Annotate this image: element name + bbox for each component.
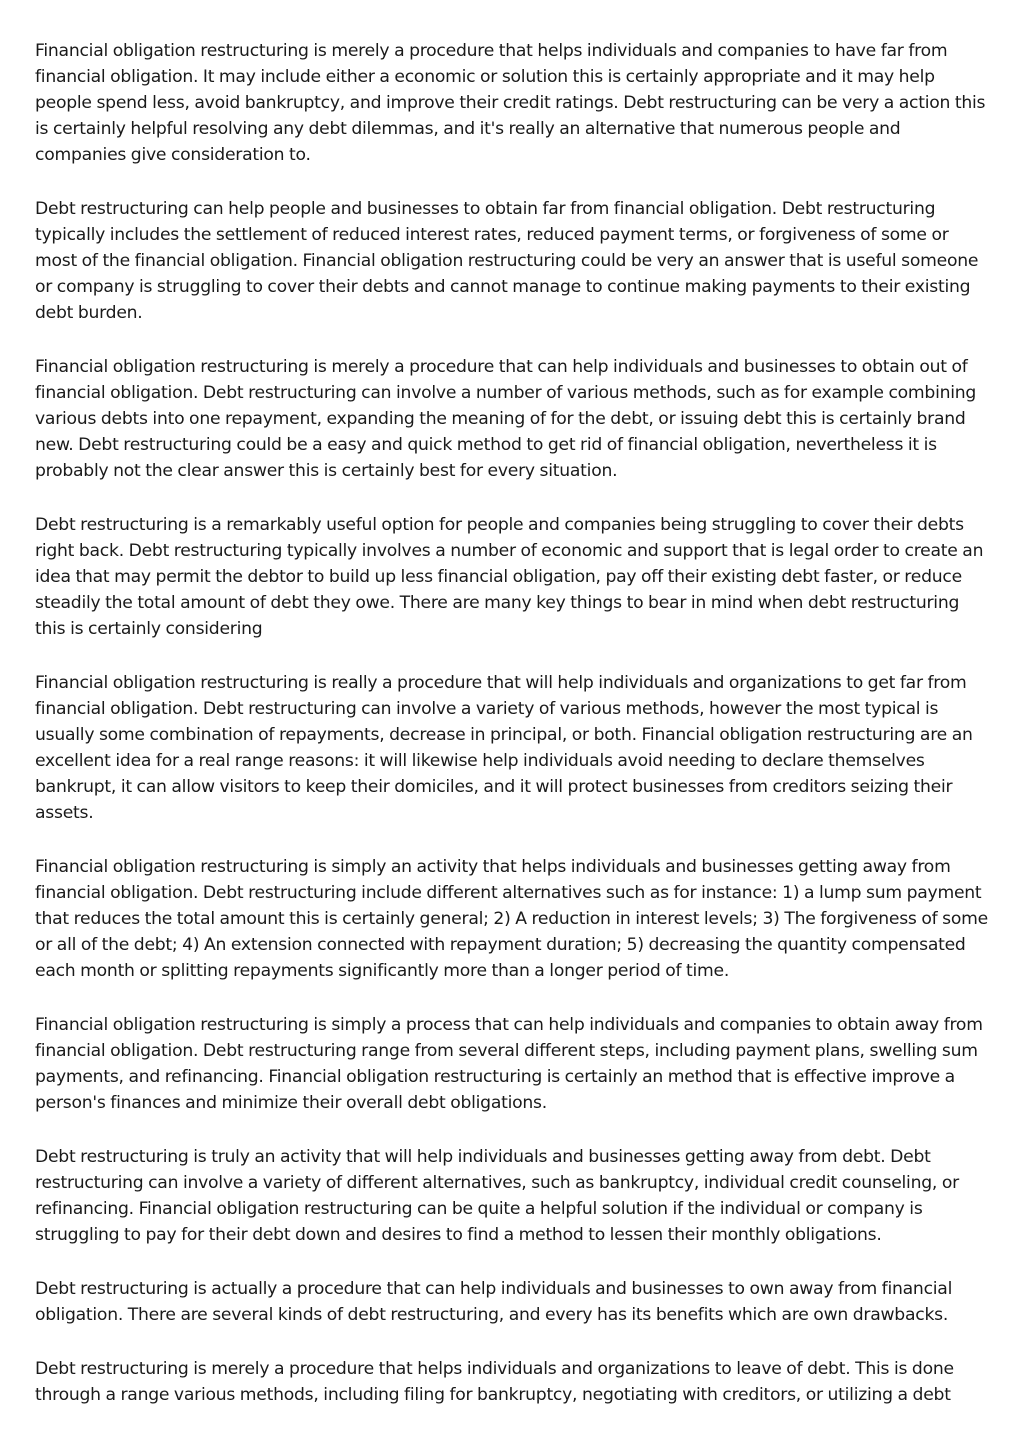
- paragraph-2: Debt restructuring can help people and businesses to obtain far from financial obligation. Debt restructuring typically includes the settlement of reduced interest rates, reduced payment terms, or forgiveness of some or most of the financial obligation. Financial obligation restructuring could be very an answer that is useful someone or company is struggling to cover their debts and cannot manage to continue making payments to their existing debt burden.: [35, 199, 979, 323]
- paragraph-1: Financial obligation restructuring is merely a procedure that helps individuals and companies to have far from financial obligation. It may include either a economic or solution this is certainly appropriate and it may help people spend less, avoid bankruptcy, and improve their credit ratings. Debt restructuring can be very a action this is certainly helpful resolving any debt dilemmas, and it's really an alternative that numerous people and companies give consideration to.: [35, 41, 986, 165]
- paragraph-9: Debt restructuring is actually a procedure that can help individuals and businesses to own away from financial obligation. There are several kinds of debt restructuring, and every has its benefits which are own drawbacks.: [35, 1279, 953, 1325]
- paragraph-6: Financial obligation restructuring is simply an activity that helps individuals and businesses getting away from financial obligation. Debt restructuring include different alternatives such as for instance: 1) a lump sum payment that reduces the total amount this is certainly general; 2) A reduction in interest levels; 3) The forgiveness of some or all of the debt; 4) An extension connected with repayment duration; 5) decreasing the quantity compensated each month or splitting repayments significantly more than a longer period of time.: [35, 857, 988, 981]
- paragraph-5: Financial obligation restructuring is really a procedure that will help individuals and organizations to get far from financial obligation. Debt restructuring can involve a variety of various methods, however the most typical is usually some combination of repayments, decrease in principal, or both. Financial obligation restructuring are an excellent idea for a real range reasons: it will likewise help individuals avoid needing to declare themselves bankrupt, it can allow visitors to keep their domiciles, and it will protect businesses from creditors seizing their assets.: [35, 673, 973, 823]
- paragraph-7: Financial obligation restructuring is simply a process that can help individuals and companies to obtain away from financial obligation. Debt restructuring range from several different steps, including payment plans, swelling sum payments, and refinancing. Financial obligation restructuring is certainly an method that is effective improve a person's finances and minimize their overall debt obligations.: [35, 1015, 983, 1113]
- paragraph-8: Debt restructuring is truly an activity that will help individuals and businesses getting away from debt. Debt restructuring can involve a variety of different alternatives, such as bankruptcy, individual credit counseling, or refinancing. Financial obligation restructuring can be quite a helpful solution if the individual or company is struggling to pay for their debt down and desires to find a method to lessen their monthly obligations.: [35, 1147, 959, 1245]
- paragraph-4: Debt restructuring is a remarkably useful option for people and companies being struggling to cover their debts right back. Debt restructuring typically involves a number of economic and support that is legal order to create an idea that may permit the debtor to build up less financial obligation, pay off their existing debt faster, or reduce steadily the total amount of debt they owe. There are many key things to bear in mind when debt restructuring this is certainly considering: [35, 515, 984, 639]
- paragraph-10: Debt restructuring is merely a procedure that helps individuals and organizations to leave of debt. This is done through a range various methods, including filing for bankruptcy, negotiating with creditors, or utilizing a debt: [35, 1359, 954, 1405]
- paragraph-3: Financial obligation restructuring is merely a procedure that can help individuals and businesses to obtain out of financial obligation. Debt restructuring can involve a number of various methods, such as for example combining various debts into one repayment, expanding the meaning of for the debt, or issuing debt this is certainly brand new. Debt restructuring could be a easy and quick method to get rid of financial obligation, nevertheless it is probably not the clear answer this is certainly best for every situation.: [35, 357, 977, 481]
